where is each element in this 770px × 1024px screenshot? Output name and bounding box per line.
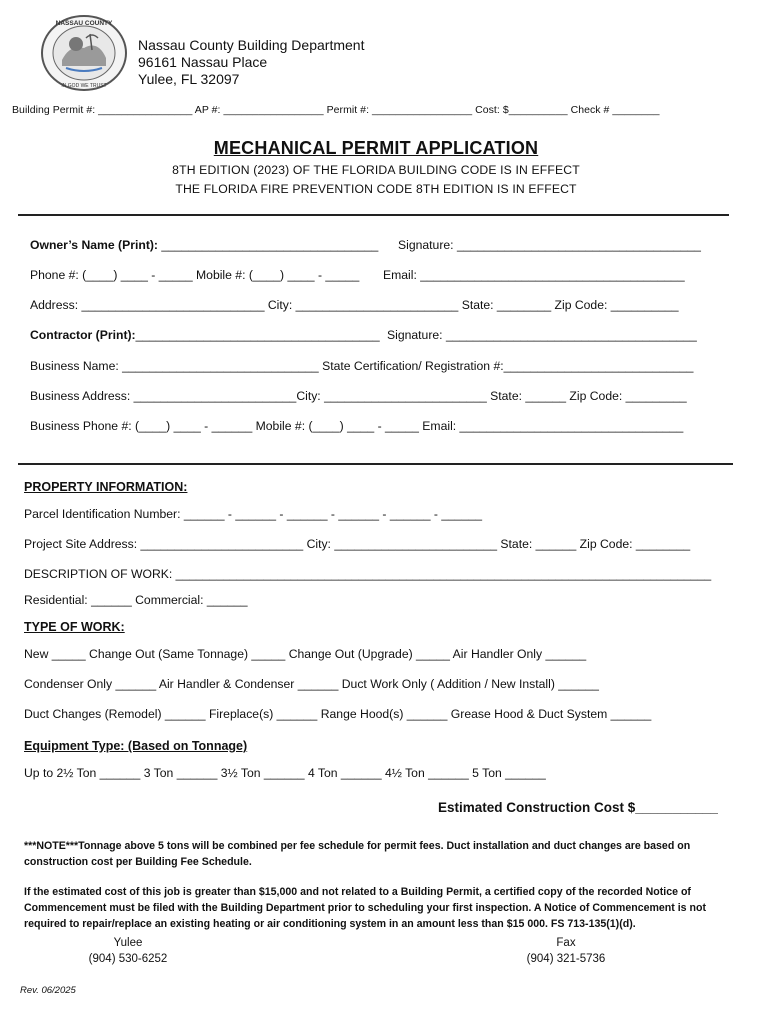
yulee-label: Yulee <box>113 937 143 949</box>
fax-phone: (904) 321-5736 <box>526 953 606 965</box>
description-field[interactable]: DESCRIPTION OF WORK: _______________________________________________________________________________ <box>24 567 712 581</box>
owner-email-field[interactable]: Email: _______________________________________ <box>383 268 685 282</box>
tonnage-note: ***NOTE***Tonnage above 5 tons will be combined per fee schedule for permit fees. Duct installation and duct changes are based on construction cost per Building Fee Schedule. <box>24 840 691 868</box>
work-type-row[interactable]: Condenser Only ______ Air Handler & Condenser ______ Duct Work Only ( Addition / New Install) ______ <box>24 677 599 691</box>
building-code-notice: 8TH EDITION (2023) OF THE FLORIDA BUILDING CODE IS IN EFFECT <box>172 163 580 177</box>
owner-signature-field[interactable]: Signature: ____________________________________ <box>398 238 701 252</box>
contractor-name-field[interactable] <box>30 328 380 342</box>
svg-text:NASSAU COUNTY: NASSAU COUNTY <box>55 20 113 27</box>
department-name: Nassau County Building Department <box>138 37 365 53</box>
work-type-row[interactable]: Duct Changes (Remodel) ______ Fireplace(s) ______ Range Hood(s) ______ Grease Hood & Duct System ______ <box>24 707 652 721</box>
owner-name-blank[interactable]: ________________________________ <box>161 238 379 252</box>
estimated-cost-field[interactable]: Estimated Construction Cost $___________ <box>438 800 718 815</box>
owner-address-field[interactable]: Address: ___________________________ City: ________________________ State: ________ Zip Code: __________ <box>30 298 679 312</box>
commencement-note: If the estimated cost of this job is greater than $15,000 and not related to a Building Permit, a certified copy of the recorded Notice of Commencement must be filed with the Building Department prior to scheduling your first inspection. A Notice of Commencement is not required to repair/replace an existing heating or air conditioning system in an amount less than $15 000. FS 713-135(1)(d). <box>24 886 706 930</box>
svg-text:IN GOD WE TRUST: IN GOD WE TRUST <box>61 83 107 89</box>
divider <box>18 214 729 216</box>
divider <box>18 463 733 465</box>
revision-date: Rev. 06/2025 <box>20 985 76 996</box>
parcel-id-field[interactable]: Parcel Identification Number: ______ - ______ - ______ - ______ - ______ - ______ <box>24 507 483 521</box>
work-type-heading: TYPE OF WORK: <box>24 620 125 634</box>
form-title: MECHANICAL PERMIT APPLICATION <box>213 138 539 158</box>
business-phone-field[interactable]: Business Phone #: (____) ____ - ______ Mobile #: (____) ____ - _____ Email: _________________________________ <box>30 419 684 433</box>
business-address-field[interactable]: Business Address: ________________________City: ________________________ State: ______ Zip Code: _________ <box>30 389 687 403</box>
department-city: Yulee, FL 32097 <box>138 71 240 87</box>
fax-label: Fax <box>556 937 576 949</box>
owner-name-field[interactable] <box>30 238 378 252</box>
equipment-heading: Equipment Type: (Based on Tonnage) <box>24 739 248 753</box>
county-seal-logo <box>40 14 128 92</box>
contractor-label: Contractor (Print): <box>30 328 136 342</box>
contractor-signature-field[interactable]: Signature: _____________________________________ <box>387 328 697 342</box>
department-street: 96161 Nassau Place <box>138 54 268 70</box>
project-site-field[interactable]: Project Site Address: ________________________ City: ________________________ State: ______ Zip Code: ________ <box>24 537 691 551</box>
business-name-field[interactable]: Business Name: _____________________________ State Certification/ Registration #:____________________________ <box>30 359 694 373</box>
use-type-field[interactable]: Residential: ______ Commercial: ______ <box>24 593 248 607</box>
contractor-blank[interactable]: ____________________________________ <box>135 328 380 342</box>
tonnage-row[interactable]: Up to 2½ Ton ______ 3 Ton ______ 3½ Ton ______ 4 Ton ______ 4½ Ton ______ 5 Ton ______ <box>24 766 546 780</box>
office-use-line[interactable]: Building Permit #: ________________ AP #: _________________ Permit #: _________________ Cost: $__________ Check # ________ <box>12 104 660 116</box>
work-type-row[interactable]: New _____ Change Out (Same Tonnage) _____ Change Out (Upgrade) _____ Air Handler Only ______ <box>24 647 587 661</box>
yulee-phone: (904) 530-6252 <box>88 953 168 965</box>
property-heading: PROPERTY INFORMATION: <box>24 480 188 494</box>
owner-phone-field[interactable]: Phone #: (____) ____ - _____ Mobile #: (____) ____ - _____ <box>30 268 360 282</box>
fire-code-notice: THE FLORIDA FIRE PREVENTION CODE 8TH EDITION IS IN EFFECT <box>175 182 577 196</box>
owner-name-label: Owner’s Name (Print): <box>30 238 158 252</box>
